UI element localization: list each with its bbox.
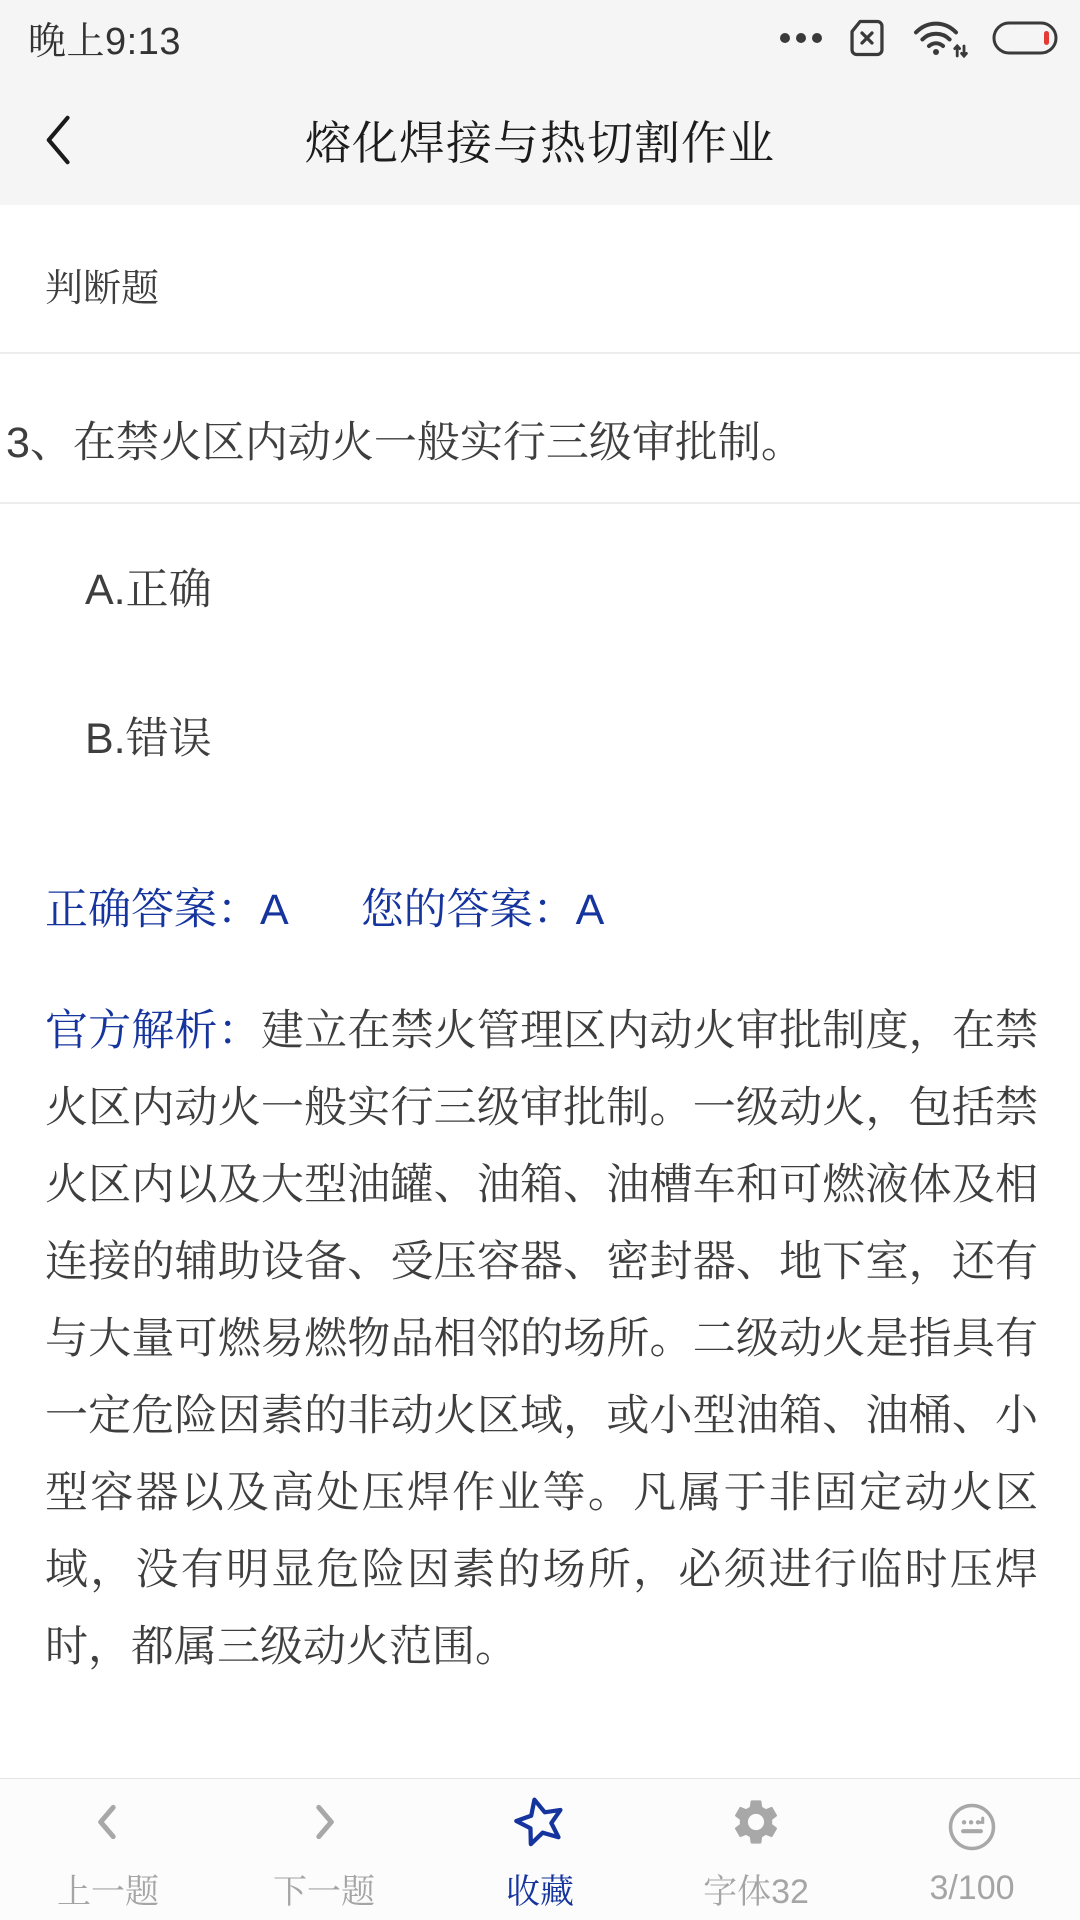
chevron-back-icon — [38, 111, 80, 169]
clock: 晚上9:13 — [28, 21, 181, 63]
question-panel — [0, 205, 1080, 1686]
analysis-label: 官方解析： — [45, 1007, 261, 1055]
nav-progress[interactable] — [864, 1779, 1080, 1920]
option-a[interactable]: A.正确 — [85, 566, 212, 614]
nav-font-size[interactable] — [648, 1779, 864, 1920]
nav-label: 收藏 — [506, 1873, 574, 1911]
option-b[interactable]: B.错误 — [85, 715, 212, 763]
nav-label: 字体32 — [703, 1873, 809, 1911]
divider — [0, 502, 1080, 504]
answer-card-icon — [944, 1795, 1000, 1859]
question-type-label: 判断题 — [45, 268, 160, 310]
star-icon — [503, 1784, 577, 1861]
wifi-icon — [910, 14, 972, 62]
answer-line — [45, 876, 1040, 937]
question-text: 3、在禁火区内动火一般实行三级审批制。 — [6, 419, 804, 467]
nav-label: 上一题 — [57, 1873, 159, 1911]
nav-next-question[interactable] — [216, 1779, 432, 1920]
status-icons — [778, 14, 1058, 62]
more-dots-icon — [778, 31, 824, 45]
app-header — [0, 75, 1080, 205]
page-title: 熔化焊接与热切割作业 — [305, 117, 775, 169]
nav-label: 下一题 — [273, 1873, 375, 1911]
nav-prev-question[interactable] — [0, 1779, 216, 1920]
chevron-right-icon — [299, 1790, 349, 1854]
divider — [0, 352, 1080, 354]
bottom-nav — [0, 1778, 1080, 1920]
your-answer: 您的答案：A — [360, 886, 605, 934]
nav-favorite[interactable] — [432, 1779, 648, 1920]
no-sim-icon — [844, 15, 890, 61]
nav-label: 3/100 — [929, 1869, 1015, 1907]
status-bar — [0, 0, 1080, 75]
correct-answer: 正确答案：A — [45, 886, 289, 934]
battery-icon — [992, 21, 1058, 55]
gear-icon — [729, 1790, 783, 1854]
chevron-left-icon — [83, 1790, 133, 1854]
analysis-text: 建立在禁火管理区内动火审批制度，在禁火区内动火一般实行三级审批制。一级动火，包括禁火区内以及大型油罐、油箱、油槽车和可燃液体及相连接的辅助设备、受压容器、密封器、地下室，还有与大量可燃易燃物品相邻的场所。二级动火是指具有一定危险因素的非动火区域，或小型油箱、油桶、小型容器以及高处压焊作业等。凡属于非固定动火区域，没有明显危险因素的场所，必须进行临时压焊时，都属三级动火范围。 — [45, 1007, 1039, 1671]
official-analysis — [45, 993, 1038, 1686]
back-button[interactable] — [38, 105, 98, 175]
